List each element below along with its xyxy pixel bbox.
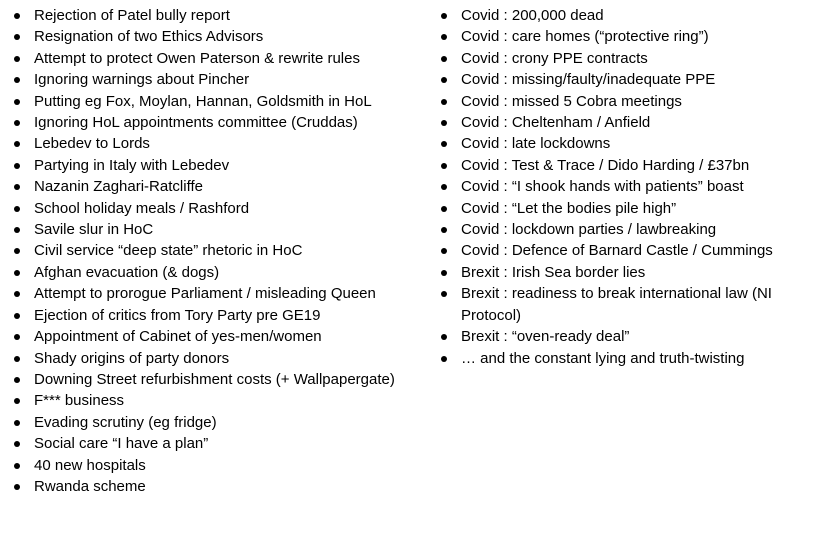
list-item-text: Ejection of critics from Tory Party pre GE19: [34, 306, 321, 324]
list-item-text: School holiday meals / Rashford: [34, 199, 250, 217]
bullet-icon: [14, 56, 20, 62]
bullet-icon: [441, 56, 447, 62]
bullet-icon: [14, 334, 20, 340]
bullet-icon: [14, 377, 20, 383]
list-item: [441, 198, 809, 219]
list-item-text: Lebedev to Lords: [34, 135, 150, 153]
bullet-icon: [14, 77, 20, 83]
bullet-icon: [441, 334, 447, 340]
bullet-icon: [14, 99, 20, 105]
list-item: [14, 283, 414, 304]
bullet-icon: [441, 77, 447, 83]
list-item: [441, 5, 809, 26]
bullet-icon: [441, 13, 447, 19]
list-item: [14, 176, 414, 197]
bullet-icon: [14, 34, 20, 40]
list-item: [14, 91, 414, 112]
list-item-text: Partying in Italy with Lebedev: [34, 156, 230, 174]
bullet-icon: [14, 206, 20, 212]
list-item: [441, 48, 809, 69]
list-item: [14, 112, 414, 133]
list-item-text: … and the constant lying and truth-twisting: [461, 349, 745, 367]
list-item-text: Shady origins of party donors: [34, 349, 230, 367]
list-item-text: Covid : “I shook hands with patients” boast: [461, 178, 744, 196]
list-item: [14, 219, 414, 240]
bullet-icon: [14, 484, 20, 490]
list-item-text: Covid : care homes (“protective ring”): [461, 28, 709, 46]
list-item-text: Ignoring HoL appointments committee (Cruddas): [34, 114, 358, 132]
bullet-icon: [14, 313, 20, 319]
list-item: [14, 69, 414, 90]
bullet-icon: [14, 184, 20, 190]
list-item-text: Evading scrutiny (eg fridge): [34, 413, 217, 431]
list-item-text: Covid : Cheltenham / Anfield: [461, 114, 651, 132]
bullet-icon: [441, 227, 447, 233]
list-item: [441, 326, 809, 347]
left-bullet-list: [14, 5, 414, 497]
bullet-icon: [14, 120, 20, 126]
list-item: [14, 48, 414, 69]
list-item-text: Afghan evacuation (& dogs): [34, 263, 220, 281]
list-item: [14, 455, 414, 476]
bullet-icon: [14, 13, 20, 19]
list-item: [441, 219, 809, 240]
list-item: [441, 176, 809, 197]
list-item: [14, 262, 414, 283]
bullet-icon: [14, 398, 20, 404]
bullet-icon: [14, 441, 20, 447]
list-item-text: Covid : late lockdowns: [461, 135, 611, 153]
list-item: [14, 5, 414, 26]
list-item: [441, 155, 809, 176]
list-item-text: Downing Street refurbishment costs (+ Wallpapergate): [34, 370, 395, 388]
bullet-icon: [14, 270, 20, 276]
bullet-icon: [14, 420, 20, 426]
list-item-text: Covid : lockdown parties / lawbreaking: [461, 221, 717, 239]
list-item: [441, 69, 809, 90]
list-item-text: Ignoring warnings about Pincher: [34, 71, 250, 89]
list-item-text: Rejection of Patel bully report: [34, 7, 230, 24]
list-item-text: Covid : missing/faulty/inadequate PPE: [461, 71, 716, 89]
list-item-text: Social care “I have a plan”: [34, 435, 209, 453]
bullet-icon: [441, 356, 447, 362]
bullet-icon: [441, 120, 447, 126]
list-item: [14, 369, 414, 390]
bullet-icon: [14, 163, 20, 169]
bullet-icon: [14, 248, 20, 254]
list-item: [441, 26, 809, 47]
list-item: [14, 240, 414, 261]
list-item-text: Nazanin Zaghari-Ratcliffe: [34, 178, 203, 196]
list-item: [14, 305, 414, 326]
bullet-icon: [441, 163, 447, 169]
right-bullet-list: [441, 5, 809, 369]
list-item: [14, 26, 414, 47]
list-item: [14, 198, 414, 219]
list-item-text: Covid : Defence of Barnard Castle / Cummings: [461, 242, 773, 260]
bullet-icon: [441, 99, 447, 105]
list-item: [14, 390, 414, 411]
bullet-icon: [14, 463, 20, 469]
bullet-icon: [14, 227, 20, 233]
bullet-icon: [441, 34, 447, 40]
bullet-icon: [441, 206, 447, 212]
list-item-text: Rwanda scheme: [34, 477, 146, 495]
list-item-text: Attempt to protect Owen Paterson & rewrite rules: [34, 49, 360, 67]
list-item-text: Attempt to prorogue Parliament / misleading Queen: [34, 285, 376, 303]
list-item: [14, 155, 414, 176]
list-item-text: Brexit : Irish Sea border lies: [461, 263, 646, 281]
list-item: [14, 412, 414, 433]
bullet-icon: [14, 291, 20, 297]
list-item-text: Resignation of two Ethics Advisors: [34, 28, 264, 46]
list-item: [14, 133, 414, 154]
list-item-text: Covid : crony PPE contracts: [461, 49, 648, 67]
list-item: [441, 91, 809, 112]
list-item: [441, 283, 809, 326]
list-item: [14, 326, 414, 347]
bullet-icon: [441, 291, 447, 297]
list-item: [14, 433, 414, 454]
list-item-text: F*** business: [34, 392, 125, 410]
list-item-text: Appointment of Cabinet of yes-men/women: [34, 328, 322, 346]
list-item: [14, 348, 414, 369]
list-item: [441, 240, 809, 261]
list-item-text: Brexit : readiness to break international law (NI Protocol): [461, 285, 772, 324]
bullet-icon: [14, 356, 20, 362]
list-item-text: 40 new hospitals: [34, 456, 146, 474]
list-item: [441, 112, 809, 133]
bullet-icon: [441, 184, 447, 190]
list-item-text: Civil service “deep state” rhetoric in HoC: [34, 242, 303, 260]
bullet-icon: [14, 141, 20, 147]
list-item-text: Savile slur in HoC: [34, 221, 154, 239]
bullet-icon: [441, 270, 447, 276]
list-item: [441, 133, 809, 154]
list-item: [441, 348, 809, 369]
list-item-text: Covid : “Let the bodies pile high”: [461, 199, 677, 217]
list-item-text: Covid : 200,000 dead: [461, 7, 604, 24]
list-item-text: Putting eg Fox, Moylan, Hannan, Goldsmith in HoL: [34, 92, 372, 110]
list-item: [441, 262, 809, 283]
list-item: [14, 476, 414, 497]
bullet-icon: [441, 248, 447, 254]
list-item-text: Covid : missed 5 Cobra meetings: [461, 92, 682, 110]
list-item-text: Brexit : “oven-ready deal”: [461, 328, 630, 346]
bullet-icon: [441, 141, 447, 147]
list-item-text: Covid : Test & Trace / Dido Harding / £37bn: [461, 156, 750, 174]
